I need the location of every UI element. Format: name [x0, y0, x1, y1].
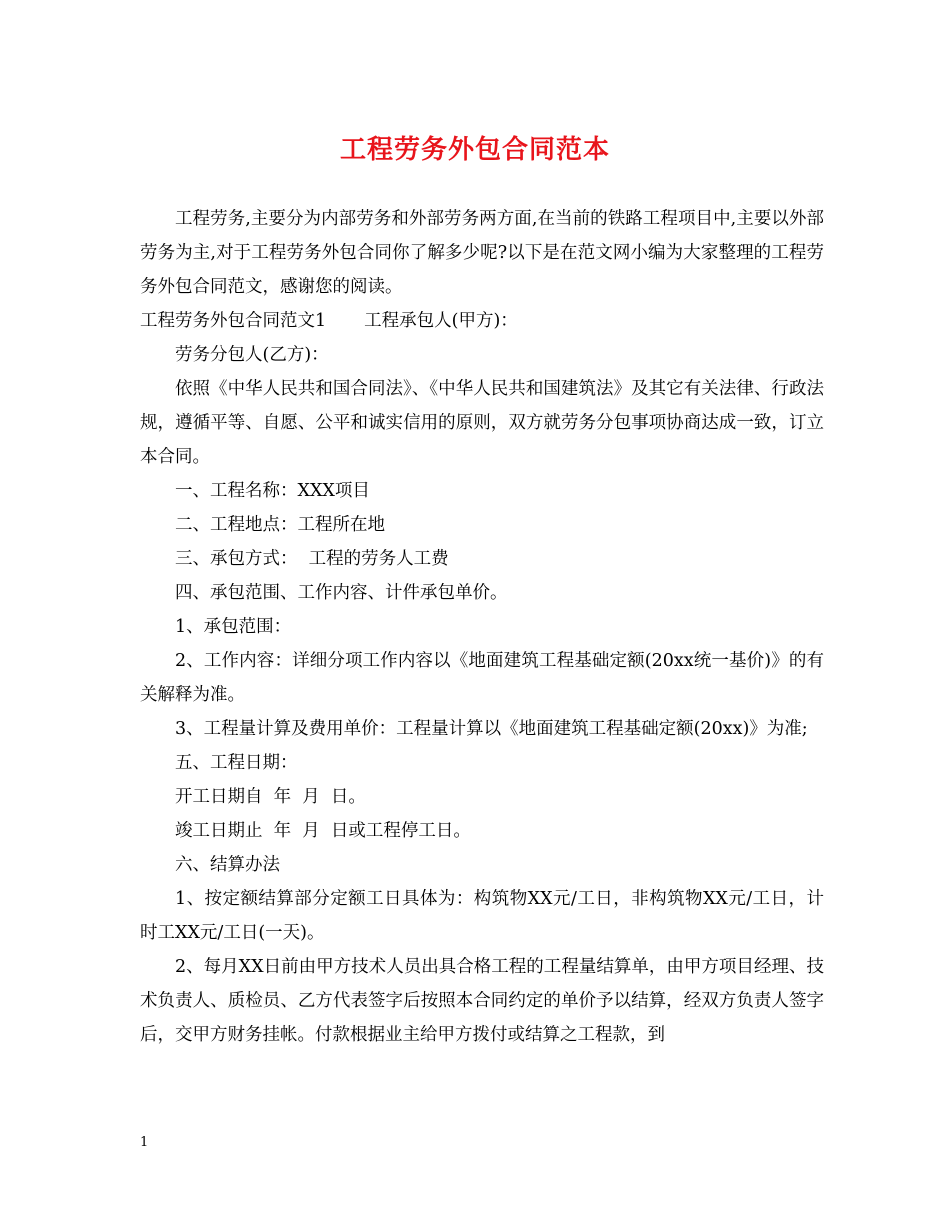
clause-schedule: 五、工程日期： [175, 753, 298, 773]
start-date-line: 开工日期自 年 月 日。 [175, 787, 366, 807]
party-b-label: 劳务分包人(乙方)： [175, 345, 329, 365]
sample-heading: 工程劳务外包合同范文1 [140, 311, 327, 331]
intro-paragraph: 工程劳务,主要分为内部劳务和外部劳务两方面,在当前的铁路工程项目中,主要以外部劳务为主,对于工程劳务外包合同你了解多少呢?以下是在范文网小编为大家整理的工程劳务外包合同范文，感谢您的阅读。 [140, 209, 824, 297]
clause-scope-1: 1、承包范围： [175, 617, 292, 637]
document-body [140, 202, 824, 1052]
clause-scope-3: 3、工程量计算及费用单价：工程量计算以《地面建筑工程基础定额(20xx)》为准; [175, 719, 808, 739]
clause-settlement-2: 2、每月XX日前由甲方技术人员出具合格工程的工程量结算单，由甲方项目经理、技术负责人、质检员、乙方代表签字后按照本合同约定的单价予以结算，经双方负责人签字后，交甲方财务挂帐。付款根据业主给甲方拨付或结算之工程款，到 [140, 957, 824, 1045]
clause-scope: 四、承包范围、工作内容、计件承包单价。 [175, 583, 508, 603]
clause-project-name: 一、工程名称：XXX项目 [175, 481, 370, 501]
party-a-label: 工程承包人(甲方)： [364, 311, 518, 331]
clause-scope-2: 2、工作内容：详细分项工作内容以《地面建筑工程基础定额(20xx统一基价)》的有关解释为准。 [140, 651, 824, 705]
clause-settlement-1: 1、按定额结算部分定额工日具体为：构筑物XX元/工日，非构筑物XX元/工日，计时工XX元/工日(一天)。 [140, 889, 824, 943]
clause-project-location: 二、工程地点：工程所在地 [175, 515, 385, 535]
page-number: 1 [140, 1135, 149, 1150]
end-date-line: 竣工日期止 年 月 日或工程停工日。 [175, 821, 471, 841]
clause-settlement: 六、结算办法 [175, 855, 280, 875]
clause-contract-method: 三、承包方式： 工程的劳务人工费 [175, 549, 449, 569]
sample-heading-line [140, 304, 824, 338]
document-title: 工程劳务外包合同范本 [339, 135, 610, 165]
preamble-paragraph: 依照《中华人民共和国合同法》、《中华人民共和国建筑法》及其它有关法律、行政法规，遵循平等、自愿、公平和诚实信用的原则，双方就劳务分包事项协商达成一致，订立本合同。 [140, 379, 824, 467]
